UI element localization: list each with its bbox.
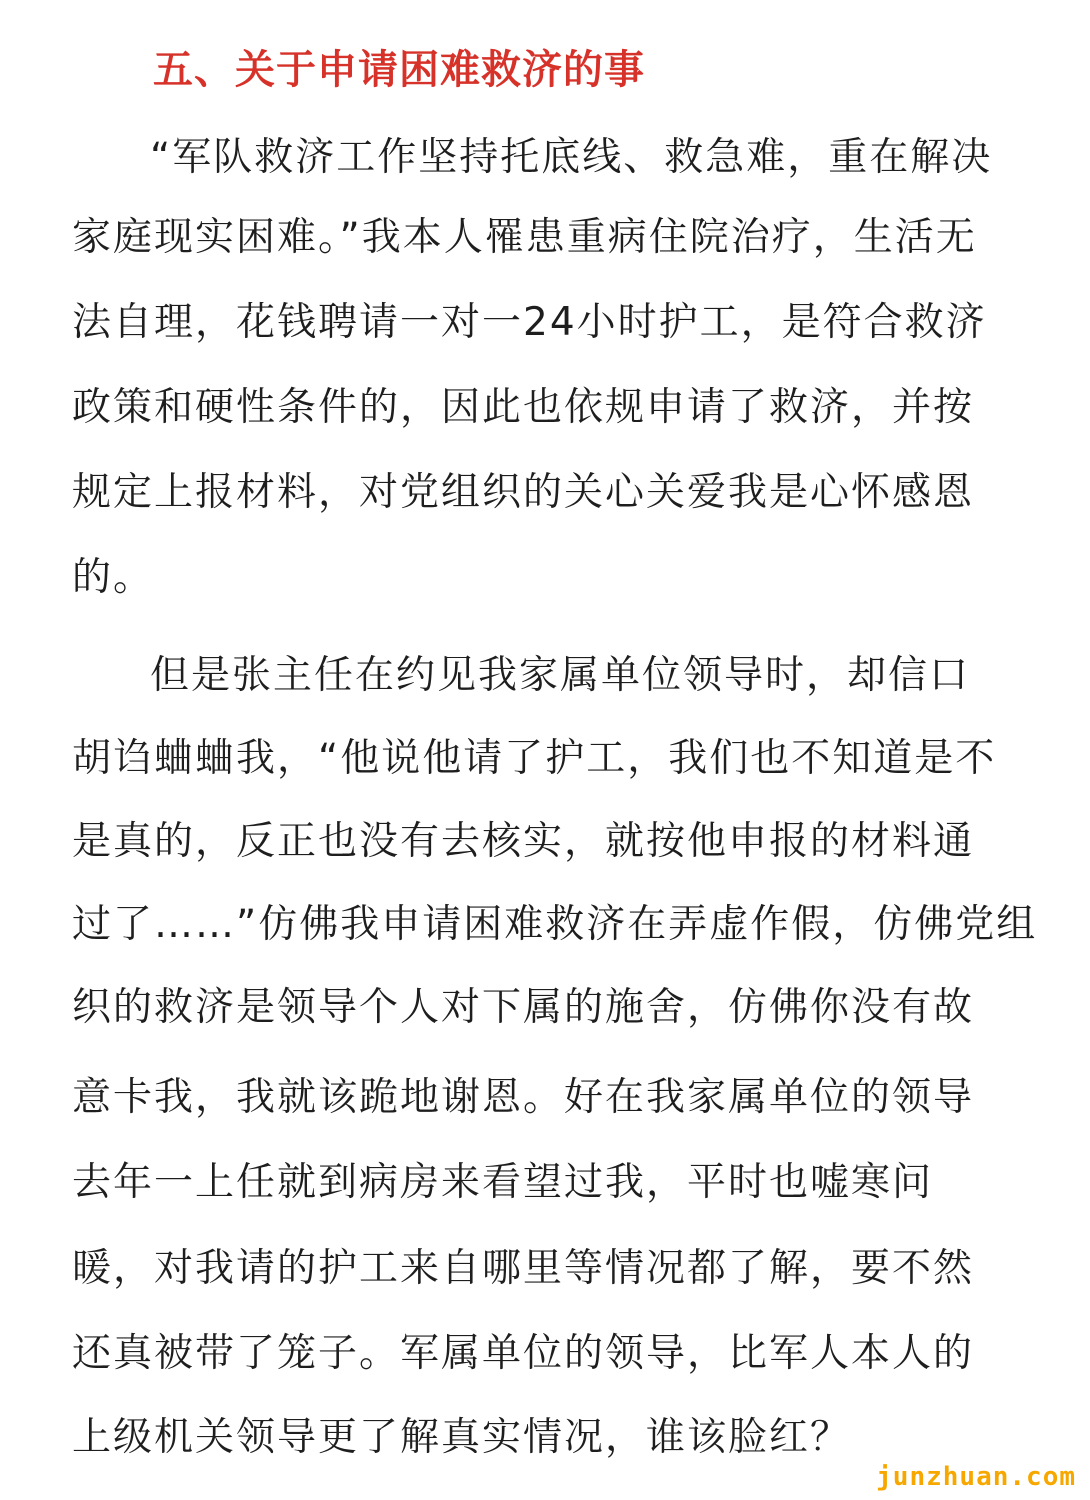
paragraph-line: 意卡我，我就该跪地谢恩。好在我家属单位的领导: [72, 1075, 975, 1120]
paragraph-line: 去年一上任就到病房来看望过我，平时也嘘寒问: [72, 1160, 934, 1205]
paragraph-line: 暖，对我请的护工来自哪里等情况都了解，要不然: [72, 1246, 975, 1291]
paragraph-line: 政策和硬性条件的，因此也依规申请了救济，并按: [72, 385, 975, 430]
paragraph-line: 规定上报材料，对党组织的关心关爱我是心怀感恩: [72, 470, 975, 515]
paragraph-line: 但是张主任在约见我家属单位领导时，却信口: [150, 653, 971, 698]
paragraph-line: “军队救济工作坚持托底线、救急难，重在解决: [150, 135, 993, 180]
paragraph-line: 的。: [72, 555, 155, 600]
paragraph-line: 胡诌蛐蛐我，“他说他请了护工，我们也不知道是不: [72, 736, 997, 781]
section-heading: 五、关于申请困难救济的事: [153, 47, 645, 93]
paragraph-line: 是真的，反正也没有去核实，就按他申报的材料通: [72, 819, 975, 864]
paragraph-line: 还真被带了笼子。军属单位的领导，比军人本人的: [72, 1331, 975, 1376]
site-watermark: junzhuan.com: [876, 1462, 1076, 1492]
paragraph-line: 过了……”仿佛我申请困难救济在弄虚作假，仿佛党组: [72, 902, 1038, 947]
paragraph-line: 法自理，花钱聘请一对一24小时护工，是符合救济: [72, 300, 987, 345]
paragraph-line: 家庭现实困难。”我本人罹患重病住院治疗，生活无: [72, 215, 977, 260]
paragraph-line: 上级机关领导更了解真实情况，谁该脸红？: [72, 1415, 852, 1460]
paragraph-line: 织的救济是领导个人对下属的施舍，仿佛你没有故: [72, 985, 975, 1030]
